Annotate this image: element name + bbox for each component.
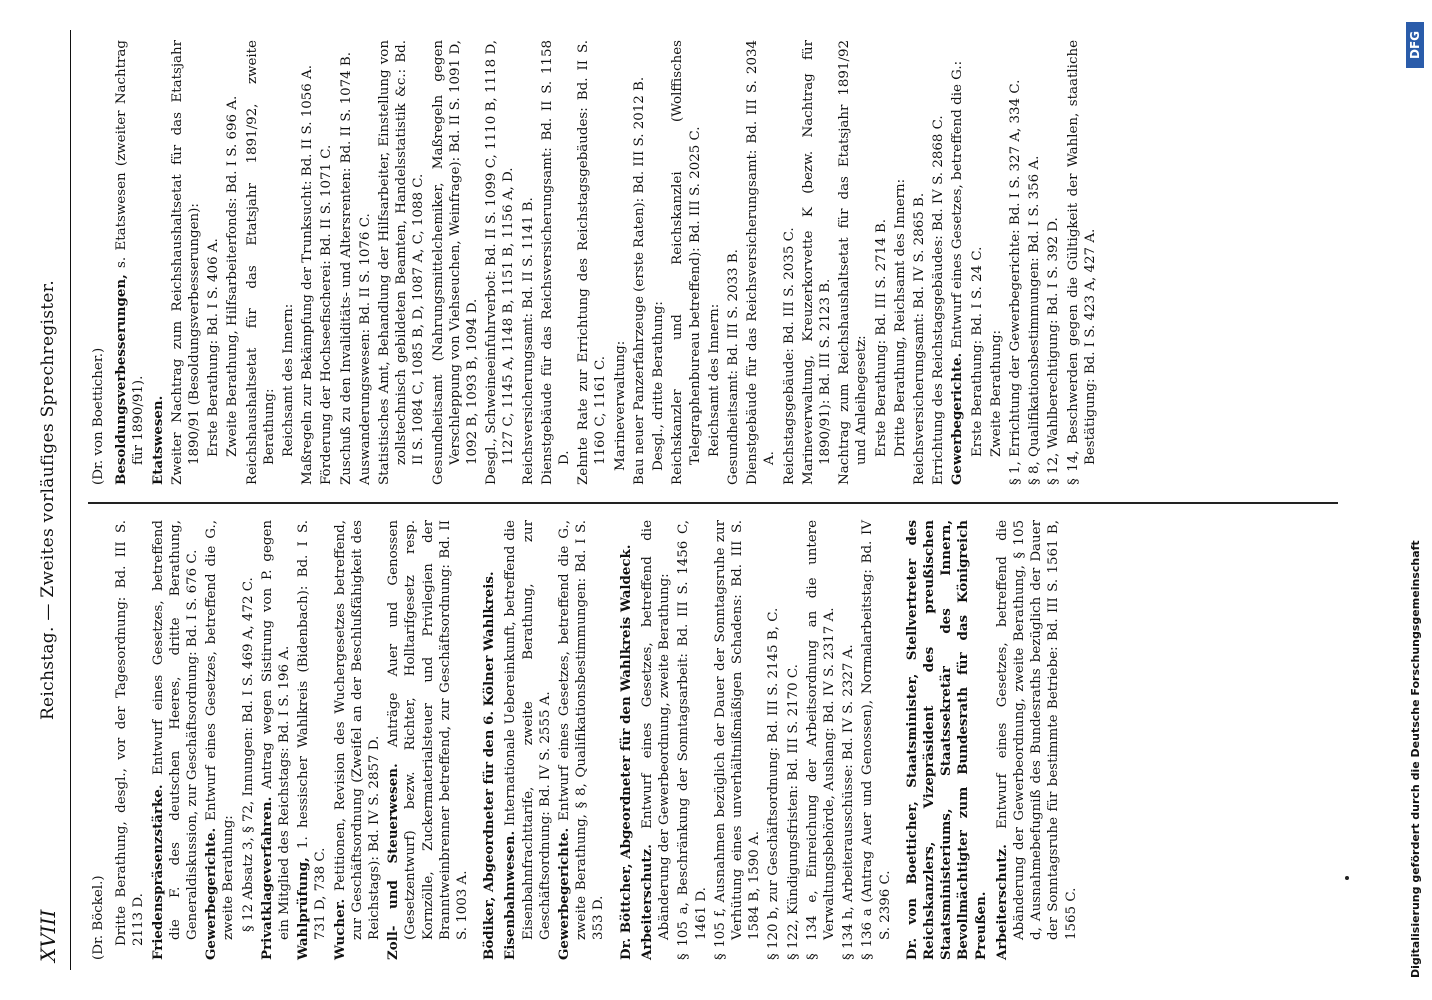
page-title: Reichstag. — Zweites vorläufiges Sprechregister.	[38, 279, 58, 721]
entry-subtext: Zweite Berathung, Hilfsarbeiterfonds: Bd. I S. 696 A.	[225, 95, 241, 457]
entry-text: Entwurf eines Gesetzes, betreffend die F. des deutschen Heeres, dritte Berathung, Generaldiskussion, zur Geschäftsordnung: Bd. I S. 676 C.	[150, 520, 201, 940]
entry-subtext: § 14, Beschwerden gegen die Gültigkeit der Wahlen, staatliche Bestätigung: Bd. I S. 423 A, 427 A.	[1065, 40, 1098, 485]
entry-subtext: Marineverwaltung, Kreuzerkorvette K (bezw. Nachtrag für 1890/91): Bd. III S. 2123 B.	[800, 40, 833, 485]
entry-subtext: Zuschuß zu den Invaliditäts- und Altersrenten: Bd. II S. 1074 B.	[338, 52, 354, 485]
entry	[113, 40, 147, 485]
entry-subtext: Erste Berathung: Bd. III S. 2714 B.	[873, 218, 889, 457]
entry	[994, 520, 1080, 960]
entry-topic: Besoldungsverbesserungen,	[113, 274, 130, 485]
entry-topic: Privatklageverfahren.	[258, 796, 275, 960]
entry-subheading: Zweite Berathung:	[988, 329, 1004, 457]
page-header	[30, 30, 71, 970]
page-number: XVIII	[36, 909, 60, 962]
stamp-text: Digitalisierung gefördert durch die Deutsche Forschungsgemeinschaft	[1409, 540, 1422, 978]
dfg-logo: DFG	[1406, 22, 1424, 68]
entry-topic: Etatswesen.	[149, 395, 166, 485]
entry-text: Entwurf eines Gesetzes, betreffend die Abänderung der Gewerbeordnung, zweite Berathung, § 105 d, Ausnahmebefugniß des Bundesraths bezüglich der Dauer der Sonntagsruhe für bestimmte Betriebe: Bd. III S. 1561 B, 1565 C.	[994, 520, 1079, 940]
right-column	[90, 40, 1101, 485]
entry-text: Dritte Berathung, desgl., vor der Tagesordnung: Bd. III S. 2113 D.	[114, 520, 147, 946]
entry-subtext: Gesundheitsamt (Nahrungsmittelchemiker, Maßregeln gegen Verschleppung von Viehseuchen, Weinfrage): Bd. II S. 1091 D, 1092 B, 1093 B, 1094 D.	[430, 40, 481, 485]
speaker-heading: (Dr. Böckel.)	[91, 875, 106, 960]
column-divider	[88, 503, 1338, 505]
entry-subtext: Reichsversicherungsamt: Bd. IV S. 2865 B.	[911, 192, 927, 485]
entry-topic: Gewerbegerichte.	[949, 352, 966, 485]
entry-subtext: Zehnte Rate zur Errichtung des Reichstagsgebäudes: Bd. II S. 1160 C, 1161 C.	[576, 40, 609, 485]
entry-subtext: § 105 a, Beschränkung der Sonntagsarbeit: Bd. III S. 1456 C, 1461 D.	[676, 520, 709, 960]
entry	[502, 520, 554, 960]
entry-subtext: § 120 b, zur Geschäftsordnung: Bd. III S. 2145 B, C.	[766, 607, 782, 960]
entry-text: Internationale Uebereinkunft, betreffend die Eisenbahnfrachttarife, zweite Berathung, zur Geschäftsordnung: Bd. IV S. 2555 A.	[503, 520, 553, 940]
entry-topic: Wucher.	[331, 898, 348, 960]
entry-subtext: Dienstgebäude für das Reichsversicherungsamt: Bd. II S. 1158 D.	[539, 40, 573, 485]
entry-subtext: Reichskanzler und Reichskanzlei (Wolffisches Telegraphenbureau betreffend): Bd. III S. 2025 C.	[670, 40, 703, 485]
left-column	[90, 520, 1082, 960]
entry-subtext: Desgl., Schweineeinfuhrverbot: Bd. II S. 1099 C, 1110 B, 1118 D, 1127 C, 1145 A, 1148 B, 1151 B, 1156 A, D.	[484, 40, 517, 485]
entry-subtext: § 12 Absatz 3, § 72, Innungen: Bd. I S. 469 A, 472 C.	[240, 577, 256, 932]
entry-subtext: Zweiter Nachtrag zum Reichshaushaltsetat für das Etatsjahr 1890/91 (Besoldungsverbesserungen):	[169, 40, 203, 485]
entry-text: Antrag wegen Sistirung von P. gegen ein Mitglied des Reichstags: Bd. I S. 196 A.	[259, 520, 293, 940]
entry-topic: Gewerbegerichte.	[556, 827, 573, 960]
entry-topic: Wahlprüfung,	[295, 857, 312, 960]
entry-subheading: Reichsamt des Innern:	[281, 303, 297, 457]
entry	[295, 520, 329, 960]
entry-subtext: Bau neuer Panzerfahrzeuge (erste Raten): Bd. III S. 2012 B.	[631, 76, 647, 485]
entry	[203, 520, 237, 960]
speaker-heading: Dr. Böttcher, Abgeordneter für den Wahlkreis Waldeck.	[617, 544, 634, 960]
entry	[150, 520, 202, 960]
entry-subtext: Errichtung des Reichstagsgebäudes: Bd. IV S. 2868 C.	[931, 115, 947, 485]
entry-subtext: Erste Berathung: Bd. I S. 24 C.	[969, 246, 985, 457]
entry-subtext: § 136 a (Antrag Auer und Genossen), Normalarbeitstag: Bd. IV S. 2396 C.	[860, 520, 893, 960]
entry-topic: Arbeiterschutz.	[993, 844, 1010, 960]
entry-subtext: § 8, Qualifikationsbestimmungen: Bd. I S. 356 A.	[1027, 155, 1043, 485]
entry-subheading: Marineverwaltung:	[612, 340, 628, 471]
entry-subtext: Reichsversicherungsamt: Bd. II S. 1141 B.	[520, 197, 536, 485]
entry	[332, 520, 384, 960]
entry-subtext: Nachtrag zum Reichshaushaltsetat für das Etatsjahr 1891/92 und Anleihegesetz:	[837, 40, 870, 485]
entry-subtext: § 1, Errichtung der Gewerbegerichte: Bd. I S. 327 A, 334 C.	[1007, 79, 1023, 485]
digitization-stamp	[1405, 2, 1427, 998]
entry-subtext: Dienstgebäude für das Reichsversicherungsamt: Bd. III S. 2034 A.	[745, 40, 778, 485]
entry-subtext: § 122, Kündigungsfristen: Bd. III S. 2170 C.	[785, 664, 801, 960]
entry	[949, 40, 966, 485]
entry-subtext: Förderung der Hochseefischerei: Bd. II S. 1071 C.	[319, 144, 335, 485]
entry	[150, 40, 167, 485]
entry-text: s. Etatswesen (zweiter Nachtrag für 1890/91).	[114, 40, 147, 465]
scan-speck	[1345, 876, 1349, 880]
entry-subtext: Auswanderungswesen: Bd. II S. 1076 C.	[357, 213, 373, 485]
speaker-heading: Bödiker, Abgeordneter für den 6. Kölner Wahlkreis.	[481, 571, 498, 960]
entry-subheading: Dritte Berathung, Reichsamt des Innern:	[892, 178, 908, 457]
entry-subtext: § 12, Wahlberechtigung: Bd. I S. 392 D.	[1046, 217, 1062, 485]
entry-topic: Zoll- und Steuerwesen.	[385, 763, 402, 960]
speaker-heading: (Dr. von Boetticher.)	[91, 347, 106, 485]
entry-text: Entwurf eines Gesetzes, betreffend die G.:	[950, 60, 966, 349]
entry	[385, 520, 471, 960]
entry-text: Entwurf eines Gesetzes, betreffend die Abänderung der Gewerbeordnung, zweite Berathung:	[639, 520, 673, 940]
entry-text: 1. hessischer Wahlkreis (Bidenbach): Bd. I S. 731 D, 738 C.	[296, 520, 329, 940]
entry-topic: Arbeiterschutz.	[638, 844, 655, 960]
entry-subtext: § 105 f, Ausnahmen bezüglich der Dauer der Sonntagsruhe zur Verhütung eines unverhältnißmäßigen Schadens: Bd. III S. 1584 B, 1590 A.	[712, 520, 763, 960]
entry-subtext: § 134 e, Einreichung der Arbeitsordnung an die untere Verwaltungsbehörde, Aushang: Bd. IV S. 2317 A.	[804, 520, 837, 960]
entry-topic: Eisenbahnwesen.	[502, 830, 519, 960]
entry-subtext: Statistisches Amt, Behandlung der Hilfsarbeiter, Einstellung von zollstechnisch gebildeten Beamten, Handelsstatistik &c.: Bd. II S. 1084 C, 1085 B, D, 1087 A, C, 1088 C.	[377, 40, 427, 485]
entry	[259, 520, 293, 960]
entry-text: Entwurf eines Gesetzes, betreffend die G., zweite Berathung, § 8, Qualifikationsbestimmungen: Bd. I S. 353 D.	[557, 519, 607, 940]
entry-subtext: Reichstagsgebäude: Bd. III S. 2035 C.	[781, 227, 797, 485]
entry-subtext: Maßregeln zur Bekämpfung der Trunksucht: Bd. II S. 1056 A.	[300, 65, 316, 485]
entry	[639, 520, 673, 960]
entry-text: Anträge Auer und Genossen (Gesetzentwurf) bezw. Richter, Holltarifgesetz resp. Kornzölle, Zuckermaterialsteuer und Privilegien der Branntweinbrenner betreffend, zur Geschäftsordnung: Bd. II S. 1003 A.	[386, 520, 471, 940]
entry-topic: Friedenspräsenzstärke.	[149, 784, 166, 960]
entry-topic: Gewerbegerichte.	[203, 827, 220, 960]
speaker-heading: Dr. von Boetticher, Staatsminister, Stellvertreter des Reichskanzlers, Vizepräsident des preußischen Staatsministeriums, Staatssekretär des Innern, Bevollmächtigter zum Bundesrath für das Königreich Preußen.	[903, 520, 989, 960]
entry-subheading: Reichsamt des Innern:	[706, 303, 722, 457]
entry-subheading: Desgl., dritte Berathung:	[651, 301, 667, 471]
entry-subtext: Reichshaushaltsetat für das Etatsjahr 1891/92, zweite Berathung:	[244, 40, 277, 485]
entry	[556, 520, 608, 960]
entry-subtext: § 134 h, Arbeiterausschüsse: Bd. IV S. 2327 A.	[841, 644, 857, 960]
entry-text: Entwurf eines Gesetzes, betreffend die G., zweite Berathung:	[204, 519, 237, 940]
entry-text: Petitionen, Revision des Wuchergesetzes betreffend, zur Geschäftsordnung (Zweifel an der Beschlußfähigkeit des Reichstags): Bd. IV S. 2857 D.	[332, 520, 383, 940]
entry-subtext: Gesundheitsamt: Bd. III S. 2033 B.	[725, 249, 741, 485]
entry-subtext: Erste Berathung: Bd. I S. 406 A.	[206, 238, 222, 457]
